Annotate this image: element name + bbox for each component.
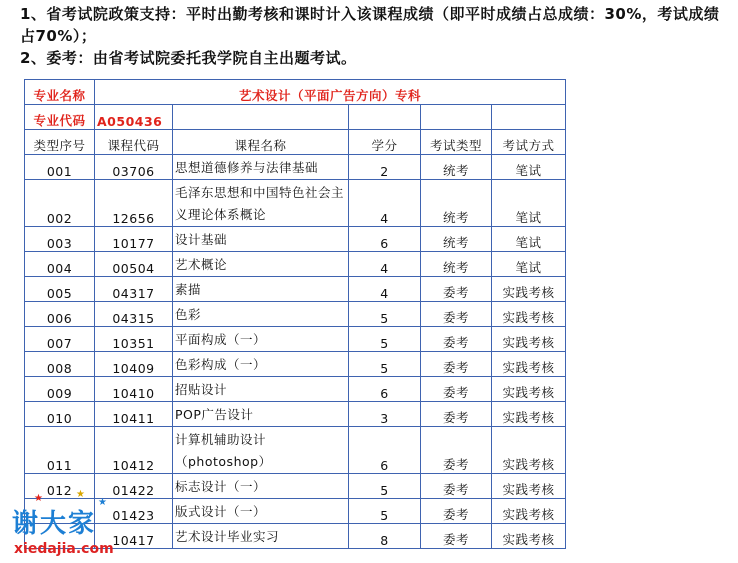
star-icon: ★	[98, 497, 107, 508]
cell-exam-type: 委考	[421, 352, 492, 377]
header-row	[25, 130, 566, 155]
cell-exam-type: 委考	[421, 327, 492, 352]
cell-code: 04315	[95, 302, 173, 327]
cell-code: 04317	[95, 277, 173, 302]
cell-name: 素描	[173, 277, 349, 302]
cell-credits: 6	[349, 377, 421, 402]
cell-code: 01422	[95, 474, 173, 499]
cell-exam-type: 委考	[421, 377, 492, 402]
cell-exam-method: 笔试	[492, 252, 566, 277]
cell-exam-type: 委考	[421, 402, 492, 427]
col-header-exam-type: 考试类型	[421, 130, 492, 155]
cell-exam-method: 笔试	[492, 180, 566, 227]
star-icon: ★	[76, 489, 85, 500]
table-row	[25, 402, 566, 427]
cell-code: 10409	[95, 352, 173, 377]
cell-exam-type: 统考	[421, 227, 492, 252]
cell-credits: 6	[349, 227, 421, 252]
cell-credits: 4	[349, 277, 421, 302]
intro-text	[20, 3, 732, 69]
cell-no: 002	[25, 180, 95, 227]
cell-credits: 4	[349, 180, 421, 227]
cell-no: 006	[25, 302, 95, 327]
table-row	[25, 327, 566, 352]
cell-no: 004	[25, 252, 95, 277]
cell-code: 10410	[95, 377, 173, 402]
cell-no: 007	[25, 327, 95, 352]
cell-exam-method: 实践考核	[492, 499, 566, 524]
table-row	[25, 155, 566, 180]
cell-exam-method: 笔试	[492, 227, 566, 252]
cell-no: 005	[25, 277, 95, 302]
col-header-credits: 学分	[349, 130, 421, 155]
cell-name: 计算机辅助设计（photoshop）	[173, 427, 349, 474]
cell-credits: 3	[349, 402, 421, 427]
major-code-label: 专业代码	[25, 105, 95, 130]
cell-code: 10177	[95, 227, 173, 252]
table-row	[25, 227, 566, 252]
cell-exam-type: 委考	[421, 427, 492, 474]
cell-name: POP广告设计	[173, 402, 349, 427]
cell-name: 艺术概论	[173, 252, 349, 277]
cell-exam-method: 实践考核	[492, 377, 566, 402]
cell-exam-type: 委考	[421, 524, 492, 549]
cell-name: 思想道德修养与法律基础	[173, 155, 349, 180]
cell-code: 00504	[95, 252, 173, 277]
cell-no: 010	[25, 402, 95, 427]
table-row	[25, 180, 566, 227]
cell-credits: 8	[349, 524, 421, 549]
table-row	[25, 277, 566, 302]
cell-no: 012	[25, 474, 95, 499]
cell-exam-method: 实践考核	[492, 352, 566, 377]
star-icon: ★	[34, 493, 43, 504]
table-row	[25, 352, 566, 377]
cell-exam-type: 委考	[421, 474, 492, 499]
major-code-value: A050436	[95, 105, 173, 130]
cell-exam-method: 实践考核	[492, 402, 566, 427]
cell-no: 008	[25, 352, 95, 377]
cell-code: 10351	[95, 327, 173, 352]
cell-exam-method: 实践考核	[492, 327, 566, 352]
cell-exam-type: 委考	[421, 499, 492, 524]
cell-credits: 2	[349, 155, 421, 180]
table-row	[25, 302, 566, 327]
cell-credits: 5	[349, 327, 421, 352]
cell-no: 009	[25, 377, 95, 402]
cell-code: 01423	[95, 499, 173, 524]
cell-name: 色彩构成（一）	[173, 352, 349, 377]
cell-code: 03706	[95, 155, 173, 180]
cell-exam-method: 实践考核	[492, 277, 566, 302]
cell-exam-type: 统考	[421, 155, 492, 180]
cell-code: 10412	[95, 427, 173, 474]
cell-code: 12656	[95, 180, 173, 227]
table-row	[25, 377, 566, 402]
cell-name: 设计基础	[173, 227, 349, 252]
cell-credits: 6	[349, 427, 421, 474]
cell-name: 平面构成（一）	[173, 327, 349, 352]
cell-credits: 5	[349, 302, 421, 327]
cell-code: 10411	[95, 402, 173, 427]
table-row	[25, 427, 566, 474]
col-header-course-code: 课程代码	[95, 130, 173, 155]
watermark-url: xiedajia.com	[14, 541, 114, 557]
empty-cell	[173, 105, 349, 130]
table-row	[25, 252, 566, 277]
cell-exam-method: 实践考核	[492, 524, 566, 549]
cell-exam-method: 实践考核	[492, 427, 566, 474]
policy-line-1: 1、省考试院政策支持：平时出勤考核和课时计入该课程成绩（即平时成绩占总成绩：30%，考试成绩占70%）；	[20, 5, 720, 45]
empty-cell	[421, 105, 492, 130]
col-header-type-no: 类型序号	[25, 130, 95, 155]
cell-no: 001	[25, 155, 95, 180]
cell-name: 艺术设计毕业实习	[173, 524, 349, 549]
major-name-label: 专业名称	[25, 80, 95, 105]
cell-exam-type: 委考	[421, 277, 492, 302]
cell-exam-type: 委考	[421, 302, 492, 327]
cell-credits: 4	[349, 252, 421, 277]
cell-name: 色彩	[173, 302, 349, 327]
watermark-text: 谢大家	[12, 509, 97, 539]
cell-credits: 5	[349, 352, 421, 377]
col-header-course-name: 课程名称	[173, 130, 349, 155]
cell-no: 003	[25, 227, 95, 252]
cell-name: 毛泽东思想和中国特色社会主义理论体系概论	[173, 180, 349, 227]
cell-no: 011	[25, 427, 95, 474]
course-table	[24, 79, 566, 549]
policy-line-2: 2、委考：由省考试院委托我学院自主出题考试。	[20, 49, 357, 67]
empty-cell	[492, 105, 566, 130]
cell-name: 招贴设计	[173, 377, 349, 402]
major-name-row	[25, 80, 566, 105]
cell-exam-method: 实践考核	[492, 474, 566, 499]
cell-credits: 5	[349, 499, 421, 524]
col-header-exam-method: 考试方式	[492, 130, 566, 155]
cell-name: 标志设计（一）	[173, 474, 349, 499]
empty-cell	[349, 105, 421, 130]
cell-name: 版式设计（一）	[173, 499, 349, 524]
cell-exam-method: 笔试	[492, 155, 566, 180]
cell-credits: 5	[349, 474, 421, 499]
cell-exam-type: 统考	[421, 180, 492, 227]
cell-exam-type: 统考	[421, 252, 492, 277]
cell-code: 10417	[95, 524, 173, 549]
major-name-value: 艺术设计（平面广告方向）专科	[95, 80, 566, 105]
major-code-row	[25, 105, 566, 130]
cell-exam-method: 实践考核	[492, 302, 566, 327]
